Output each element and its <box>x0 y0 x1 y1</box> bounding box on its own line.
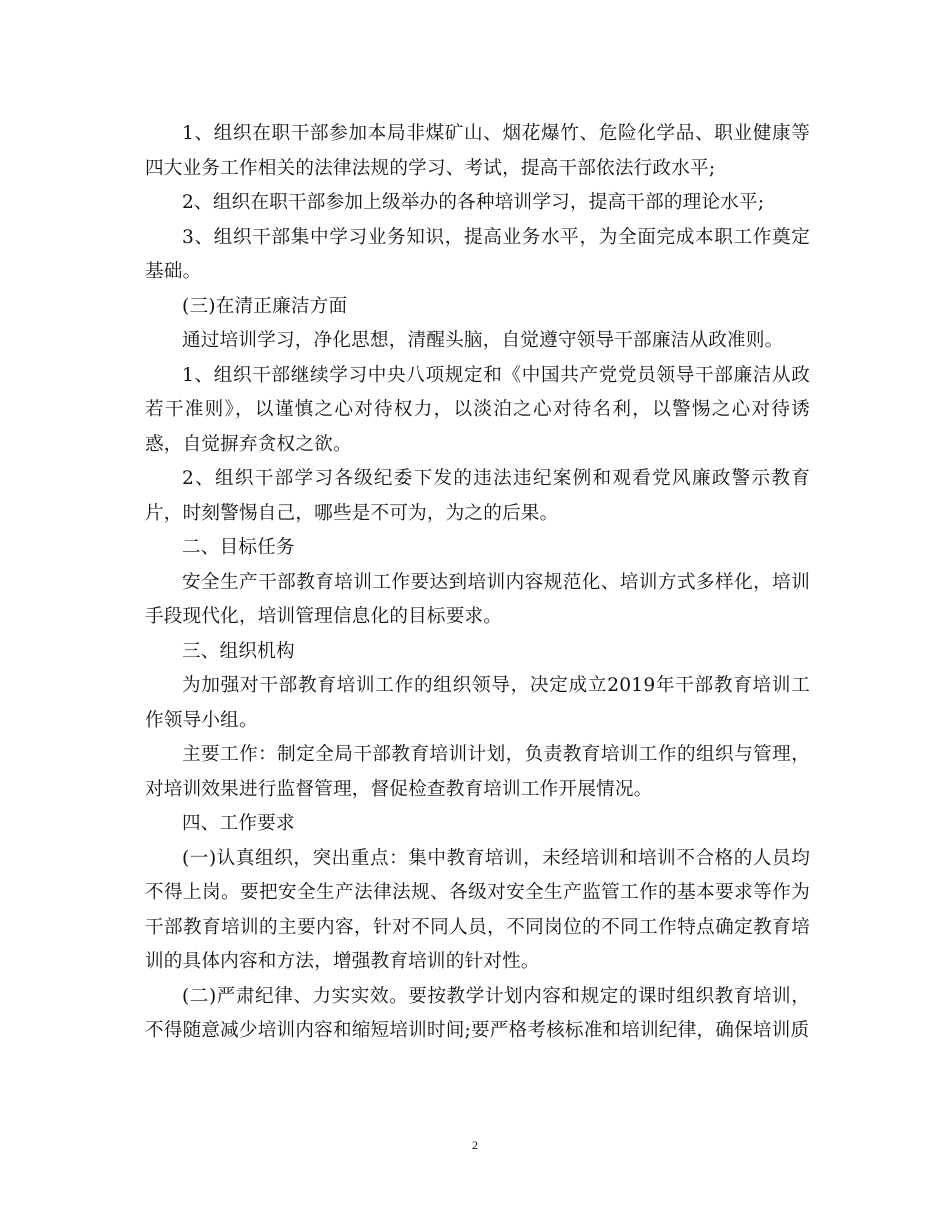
paragraph-intro-integrity: 通过培训学习，净化思想，清醒头脑，自觉遵守领导干部廉洁从政准则。 <box>182 330 784 351</box>
section-heading-goals: 二、目标任务 <box>182 537 295 558</box>
section-heading-integrity: (三)在清正廉洁方面 <box>182 295 348 317</box>
paragraph-item-1: 1、组织在职干部参加本局非煤矿山、烟花爆竹、危险化学品、职业健康等四大业务工作相关的法律法规的学习、考试，提高干部依法行政水平; <box>145 123 810 179</box>
section-heading-requirements: 四、工作要求 <box>182 813 295 834</box>
paragraph-item-2: 2、组织在职干部参加上级举办的各种培训学习，提高干部的理论水平; <box>182 192 765 213</box>
paragraph-organization: 为加强对干部教育培训工作的组织领导，决定成立2019年干部教育培训工作领导小组。 <box>145 675 810 731</box>
paragraph-integrity-item-1: 1、组织干部继续学习中央八项规定和《中国共产党党员领导干部廉洁从政若干准则》，以谨慎之心对待权力，以淡泊之心对待名利，以警惕之心对待诱惑，自觉摒弃贪权之欲。 <box>145 364 810 455</box>
page-number: 2 <box>472 1138 478 1152</box>
paragraph-requirement-2: (二)严肃纪律、力实实效。要按教学计划内容和规定的课时组织教育培训，不得随意减少培训内容和缩短培训时间;要严格考核标准和培训纪律，确保培训质 <box>145 985 810 1041</box>
paragraph-goals: 安全生产干部教育培训工作要达到培训内容规范化、培训方式多样化，培训手段现代化，培训管理信息化的目标要求。 <box>145 571 810 627</box>
section-heading-organization: 三、组织机构 <box>182 640 295 662</box>
paragraph-main-work: 主要工作：制定全局干部教育培训计划，负责教育培训工作的组织与管理，对培训效果进行监督管理，督促检查教育培训工作开展情况。 <box>145 744 810 800</box>
paragraph-item-3: 3、组织干部集中学习业务知识，提高业务水平，为全面完成本职工作奠定基础。 <box>145 226 810 282</box>
document-body <box>145 117 810 1049</box>
paragraph-requirement-1: (一)认真组织，突出重点：集中教育培训，未经培训和培训不合格的人员均不得上岗。要把安全生产法律法规、各级对安全生产监管工作的基本要求等作为干部教育培训的主要内容，针对不同人员，不同岗位的不同工作特点确定教育培训的具体内容和方法，增强教育培训的针对性。 <box>145 847 810 972</box>
paragraph-integrity-item-2: 2、组织干部学习各级纪委下发的违法违纪案例和观看党风廉政警示教育片，时刻警惕自己，哪些是不可为，为之的后果。 <box>145 468 810 524</box>
